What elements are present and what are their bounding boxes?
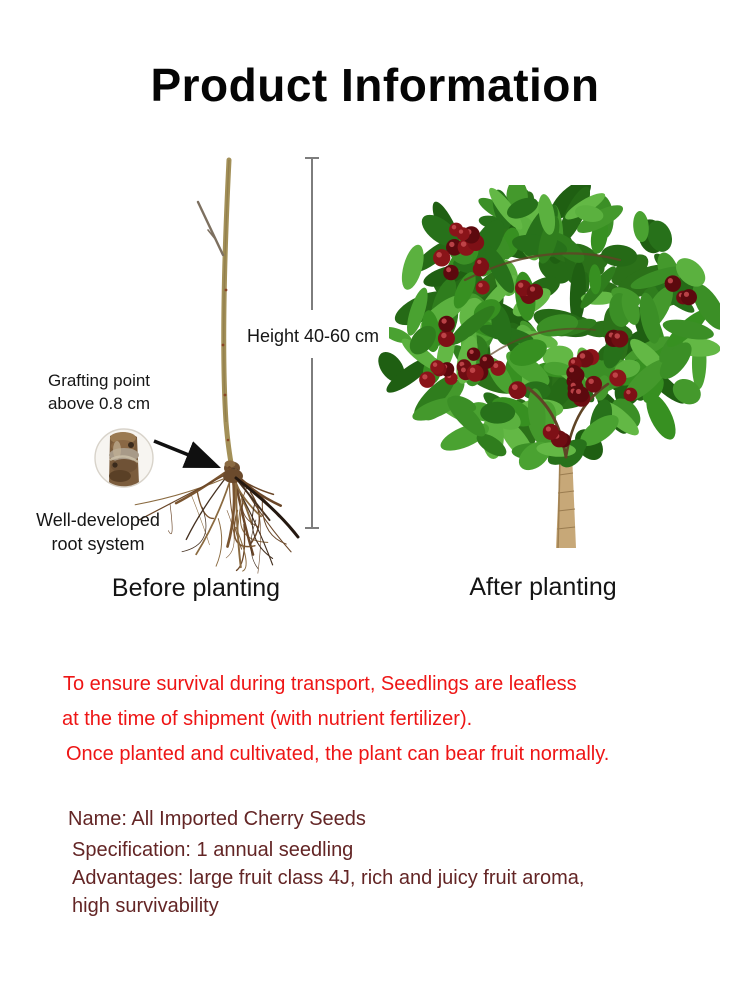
- root-system-label: [18, 508, 178, 556]
- height-label: Height 40-60 cm: [237, 326, 389, 347]
- after-planting-image: [370, 185, 720, 565]
- grafting-point-label: [19, 369, 179, 415]
- detail-name: Name: All Imported Cherry Seeds: [68, 808, 366, 830]
- after-planting-caption: After planting: [469, 573, 617, 601]
- grafting-label-line2: above 0.8 cm: [47, 394, 151, 413]
- notice-line-1: To ensure survival during transport, Seedlings are leafless: [63, 673, 577, 695]
- roots-label-line1: Well-developed: [36, 510, 160, 530]
- seedling-stem: [198, 160, 232, 468]
- detail-advantages: Advantages: large fruit class 4J, rich and juicy fruit aroma,: [72, 867, 585, 889]
- graft-arrow-icon: [154, 441, 216, 466]
- roots-label-line2: root system: [51, 534, 145, 554]
- detail-specification: Specification: 1 annual seedling: [72, 839, 354, 861]
- graft-inset-icon: [95, 429, 153, 488]
- grafting-label-line1: Grafting point: [47, 371, 151, 390]
- notice-line-2: at the time of shipment (with nutrient fertilizer).: [62, 708, 473, 730]
- before-planting-caption: Before planting: [111, 574, 281, 602]
- page-title: Product Information: [150, 59, 600, 111]
- notice-line-3: Once planted and cultivated, the plant can bear fruit normally.: [66, 743, 610, 765]
- detail-advantages-2: high survivability: [72, 895, 219, 917]
